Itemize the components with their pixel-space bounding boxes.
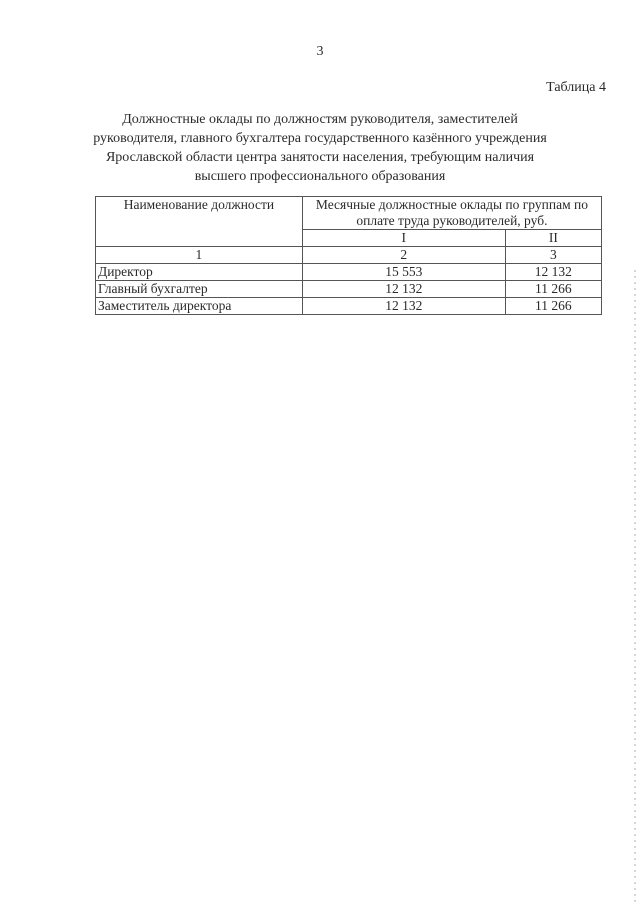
title-line: руководителя, главного бухгалтера государственного казённого учреждения	[93, 131, 547, 146]
position-cell: Директор	[96, 264, 303, 281]
salary-table	[95, 196, 602, 315]
table-row	[96, 298, 602, 315]
scan-edge-artifact	[634, 270, 636, 905]
page-number: 3	[316, 44, 324, 59]
position-cell: Заместитель директора	[96, 298, 303, 315]
table-header-row	[96, 197, 602, 230]
header-monthly-salary: Месячные должностные оклады по группам по оплате труда руководителей, руб.	[302, 197, 601, 230]
column-number: 3	[505, 247, 601, 264]
column-number-row	[96, 247, 602, 264]
salary-group2-cell: 11 266	[505, 281, 601, 298]
salary-group1-cell: 12 132	[302, 298, 505, 315]
title-line: Должностные оклады по должностям руководителя, заместителей	[122, 112, 518, 127]
column-number: 1	[96, 247, 303, 264]
position-cell: Главный бухгалтер	[96, 281, 303, 298]
salary-group2-cell: 12 132	[505, 264, 601, 281]
salary-group1-cell: 15 553	[302, 264, 505, 281]
header-position-name: Наименование должности	[96, 197, 303, 247]
table-row	[96, 281, 602, 298]
column-number: 2	[302, 247, 505, 264]
salary-group2-cell: 11 266	[505, 298, 601, 315]
title-line: Ярославской области центра занятости населения, требующим наличия	[105, 150, 535, 165]
table-title	[80, 110, 560, 186]
table-label: Таблица 4	[546, 80, 606, 95]
group-header-2: II	[505, 230, 601, 247]
salary-group1-cell: 12 132	[302, 281, 505, 298]
group-header-1: I	[302, 230, 505, 247]
title-line: высшего профессионального образования	[194, 169, 446, 184]
table-row	[96, 264, 602, 281]
